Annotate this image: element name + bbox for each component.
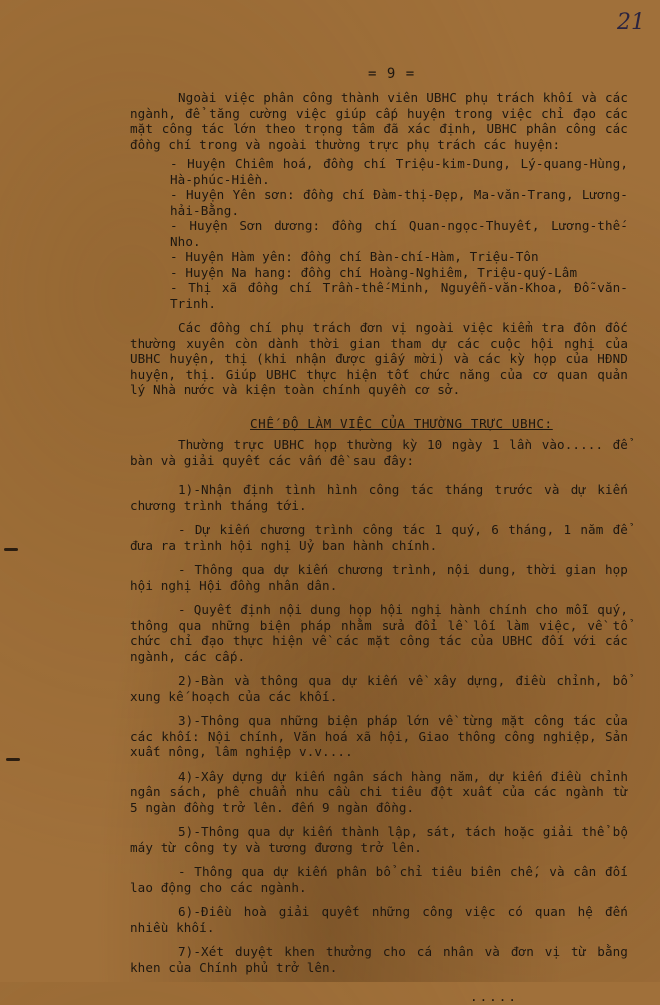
punch-hole-mark xyxy=(6,758,20,761)
list-item: - Dự kiến chương trình công tác 1 quý, 6 tháng, 1 năm để đưa ra trình hội nghị Uỷ ban hành chính. xyxy=(130,522,628,553)
list-item: 2)-Bàn và thông qua dự kiến về xây dựng, điều chỉnh, bổ xung kế hoạch của các khối. xyxy=(130,673,628,704)
section-heading: CHẾ ĐỘ LÀM VIỆC CỦA THƯỜNG TRỰC UBHC: xyxy=(250,415,553,431)
list-item: - Thông qua dự kiến phân bổ chỉ tiêu biên chế, và cân đối lao động cho các ngành. xyxy=(130,864,628,895)
district-item: - Huyện Hàm yên: đồng chí Bàn-chí-Hàm, Triệu-Tôn xyxy=(170,249,539,264)
district-item: - Thị xã đồng chí Trần-thế-Minh, Nguyễn-văn-Khoa, Đỗ-văn-Trinh. xyxy=(170,280,628,311)
district-item: - Huyện Yên sơn: đồng chí Đàm-thị-Đẹp, Ma-văn-Trang, Lương-hải-Bằng. xyxy=(170,187,628,218)
list-item: 3)-Thông qua những biện pháp lớn về từng mặt công tác của các khối: Nội chính, Văn hoá xã hội, Giao thông công nghiệp, Sản xuất nông, lâm nghiệp v.v.... xyxy=(130,713,628,759)
list-item: 4)-Xây dựng dự kiến ngân sách hàng năm, dự kiến điều chỉnh ngân sách, phê chuẩn nhu cầu chi tiêu đột xuất của các ngành từ 5 ngàn đồng trở lên. đến 9 ngàn đồng. xyxy=(130,768,628,815)
list-item: - Quyết định nội dung họp hội nghị hành chính cho mỗi quý, thông qua những biện pháp nhằm sửa đổi lề lối làm việc, về tổ chức chỉ đạo thực hiện về các mặt công tác của UBHC đối với các ngành, các cấp. xyxy=(130,602,628,664)
section-intro: Thường trực UBHC họp thường kỳ 10 ngày 1 lần vào..... để bàn và giải quyết các vấn đề sau đây: xyxy=(130,437,628,468)
responsibility-paragraph: Các đồng chí phụ trách đơn vị ngoài việc kiểm tra đôn đốc thường xuyên còn dành thời gian tham dự các cuộc hội nghị của UBHC huyện, thị (khi nhận được giấy mời) và các kỳ họp của HĐND huyện, thị. Giúp UBHC thực hiện tốt chức năng của cơ quan quản lý Nhà nước và kiện toàn chính quyền cơ sở. xyxy=(130,320,628,397)
list-item: 6)-Điều hoà giải quyết những công việc có quan hệ đến nhiều khối. xyxy=(130,904,628,935)
district-item: - Huyện Sơn dương: đồng chí Quan-ngọc-Thuyết, Lương-thế-Nho. xyxy=(170,218,628,249)
list-item: 7)-Xét duyệt khen thưởng cho cá nhân và đơn vị từ bằng khen của Chính phủ trở lên. xyxy=(130,944,628,975)
district-item: - Huyện Chiêm hoá, đồng chí Triệu-kim-Dung, Lý-quang-Hùng, Hà-phúc-Hiền. xyxy=(170,156,628,187)
list-item: 1)-Nhận định tình hình công tác tháng trước và dự kiến chương trình tháng tới. xyxy=(130,482,628,513)
list-item: 5)-Thông qua dự kiến thành lập, sát, tách hoặc giải thể bộ máy từ công ty và tương đương trở lên. xyxy=(130,824,628,855)
closing-dots: ..... xyxy=(470,989,518,1004)
handwritten-page-number: 21 xyxy=(617,10,645,35)
punch-hole-mark xyxy=(4,548,18,551)
document-body xyxy=(130,90,628,1005)
list-item: - Thông qua dự kiến chương trình, nội dung, thời gian họp hội nghị Hội đồng nhân dân. xyxy=(130,562,628,593)
page-number: = 9 = xyxy=(368,66,416,82)
intro-paragraph: Ngoài việc phân công thành viên UBHC phụ trách khối và các ngành, để tăng cường việc giúp cấp huyện trong việc chỉ đạo các mặt công tác lớn theo trọng tâm đã xác định, UBHC phân công các đồng chí trong và ngoài thường trực phụ trách các huyện: xyxy=(130,90,628,152)
district-item: - Huyện Na hang: đồng chí Hoàng-Nghiêm, Triệu-quý-Lâm xyxy=(170,264,578,280)
